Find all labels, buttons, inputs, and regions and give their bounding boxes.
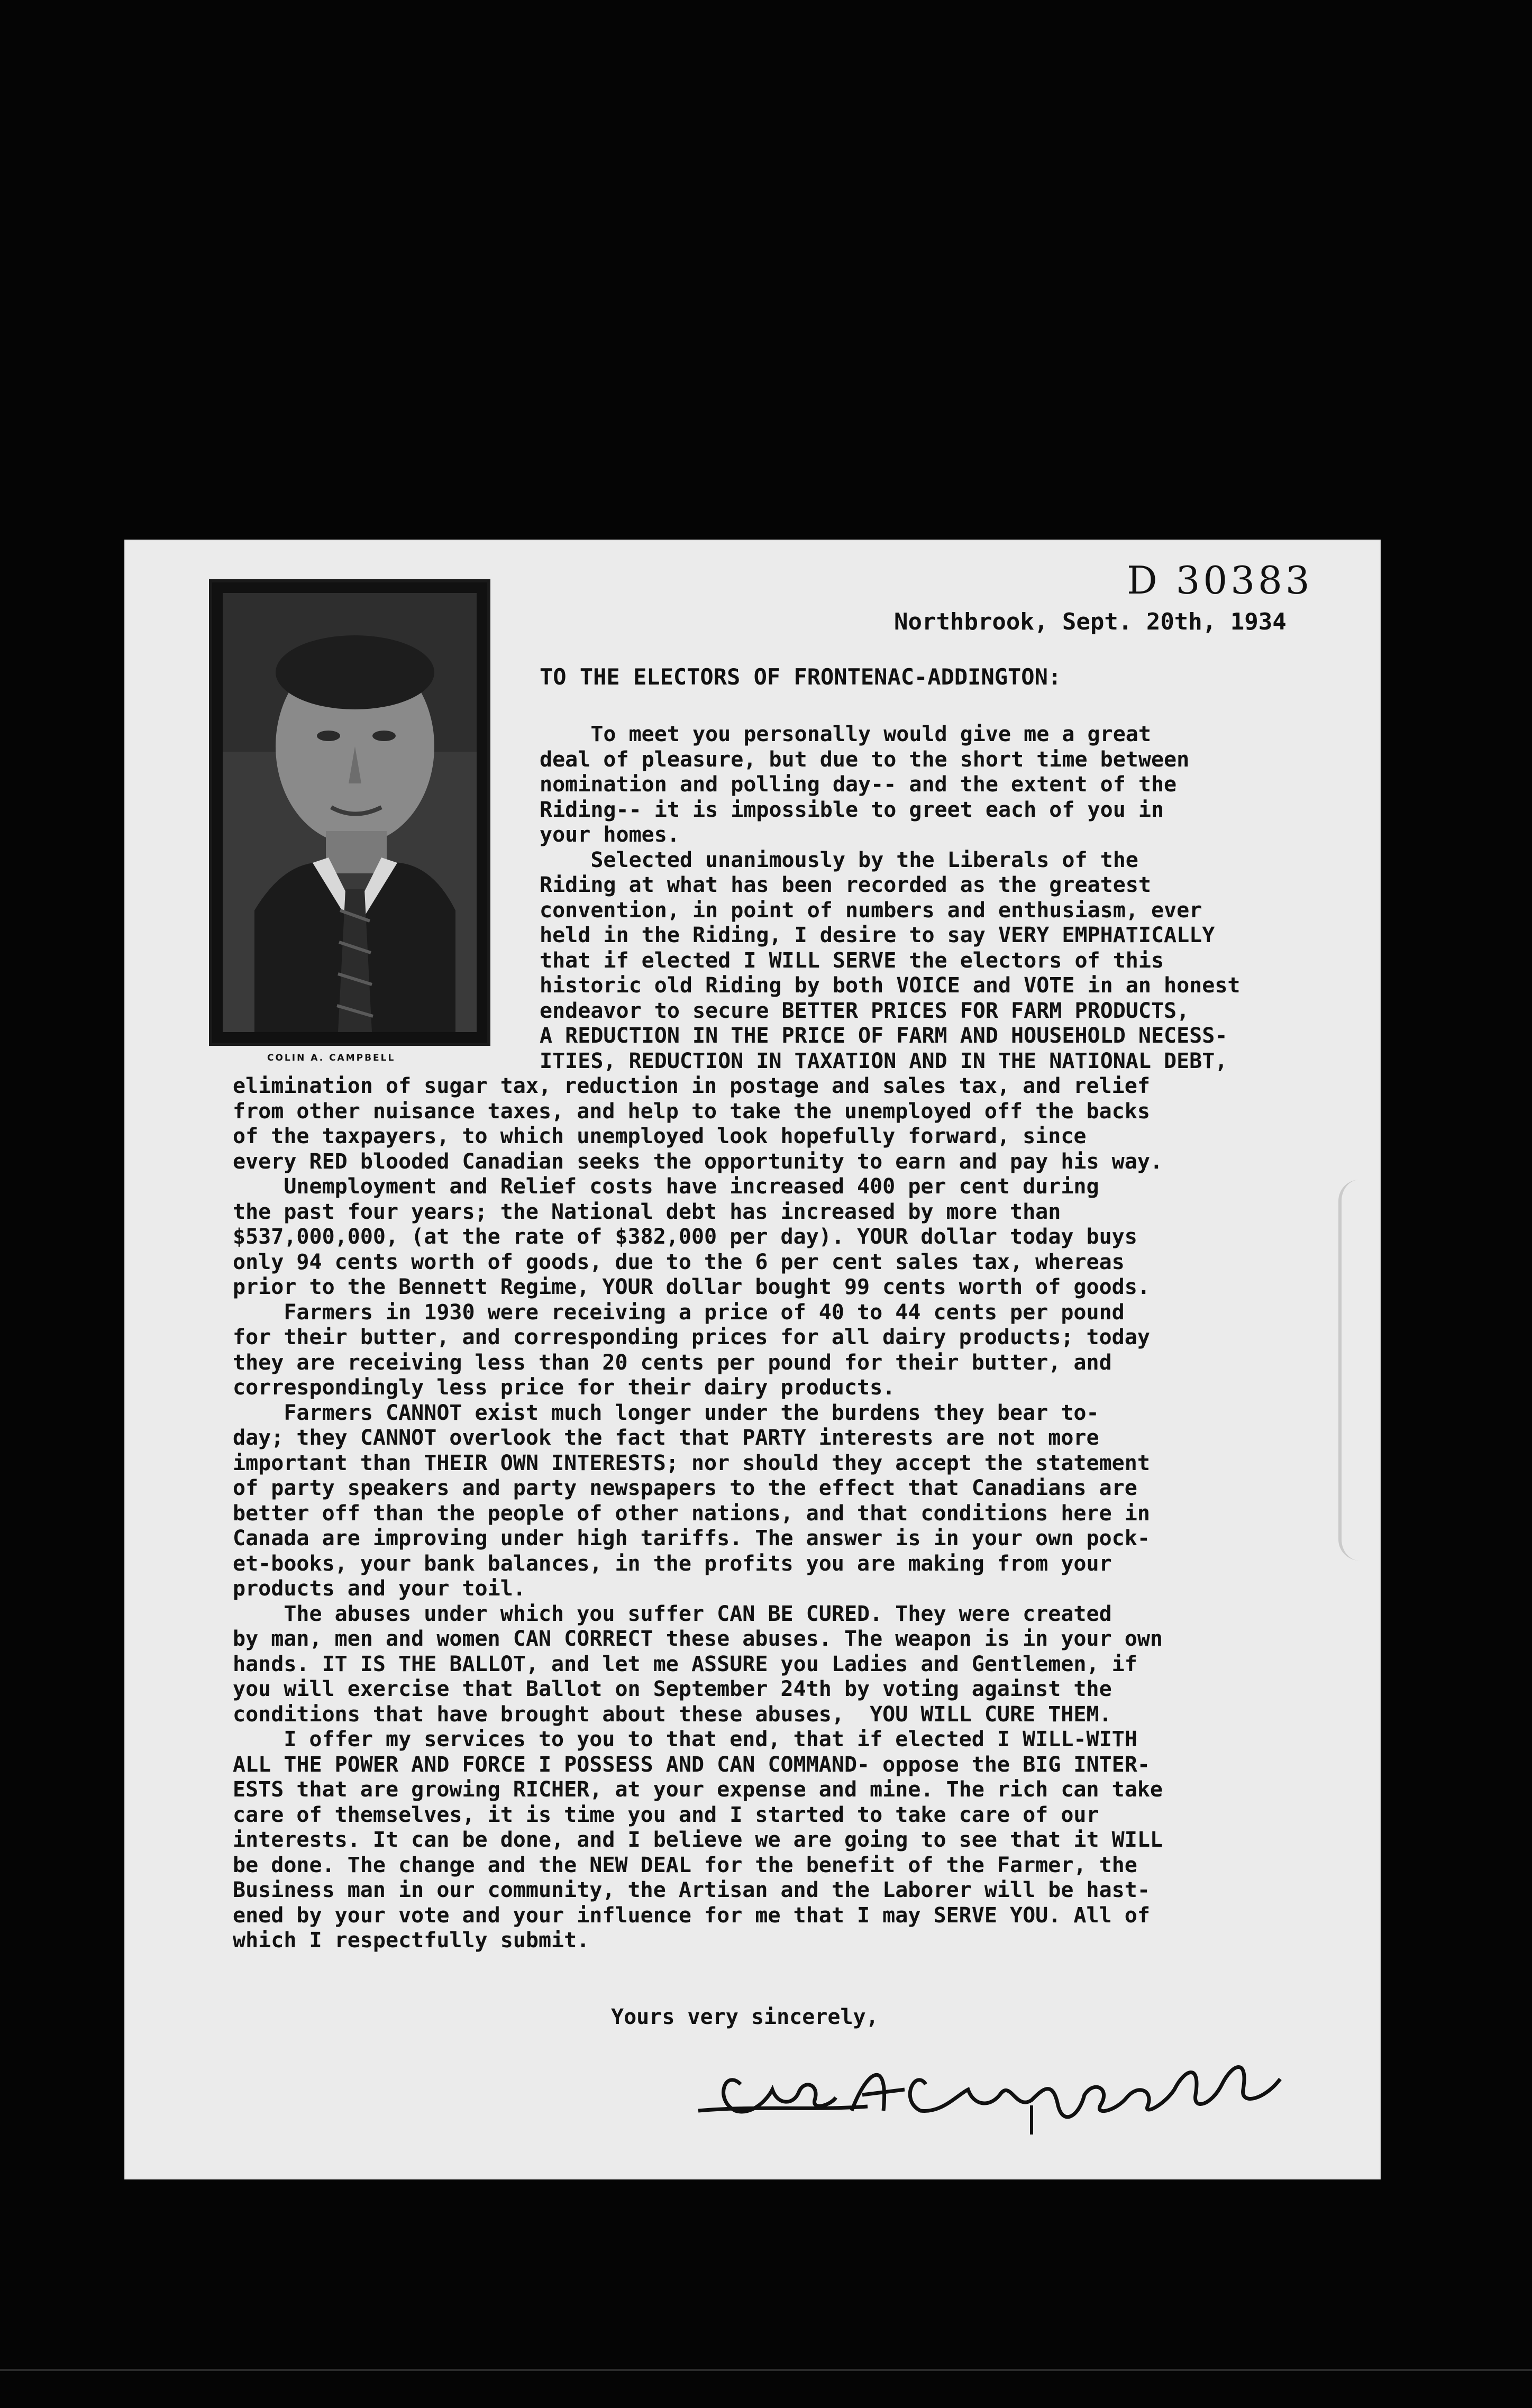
letter-line: Riding at what has been recorded as the greatest [540, 873, 1151, 897]
letter-line: of party speakers and party newspapers to the effect that Canadians are [233, 1476, 1137, 1500]
letter-line: held in the Riding, I desire to say VERY EMPHATICALLY [540, 923, 1215, 947]
letter-line: every RED blooded Canadian seeks the opportunity to earn and pay his way. [233, 1149, 1163, 1174]
letter-line: conditions that have brought about these abuses, YOU WILL CURE THEM. [233, 1702, 1112, 1727]
letter-line: correspondingly less price for their dairy products. [233, 1375, 896, 1400]
scan-edge-line [0, 2369, 1532, 2371]
candidate-photo [209, 579, 490, 1046]
letter-line: ALL THE POWER AND FORCE I POSSESS AND CAN COMMAND- oppose the BIG INTER- [233, 1752, 1150, 1777]
closing-line: Yours very sincerely, [611, 2005, 879, 2029]
letter-line: that if elected I WILL SERVE the electors of this [540, 948, 1164, 973]
letter-line: historic old Riding by both VOICE and VOTE in an honest [540, 973, 1241, 998]
letter-line: endeavor to secure BETTER PRICES FOR FARM PRODUCTS, [540, 998, 1190, 1023]
letter-line: Riding-- it is impossible to greet each of you in [540, 797, 1164, 822]
letter-line: Farmers in 1930 were receiving a price of 40 to 44 cents per pound [233, 1300, 1125, 1325]
letter-line: Farmers CANNOT exist much longer under the burdens they bear to- [233, 1400, 1099, 1425]
letter-line: the past four years; the National debt has increased by more than [233, 1199, 1061, 1224]
place-date: Northbrook, Sept. 20th, 1934 [894, 608, 1287, 635]
letter-line: ened by your vote and your influence for me that I may SERVE YOU. All of [233, 1903, 1150, 1928]
letter-line: for their butter, and corresponding prices for all dairy products; today [233, 1325, 1150, 1349]
letter-line: only 94 cents worth of goods, due to the 6 per cent sales tax, whereas [233, 1249, 1125, 1274]
letter-line: $537,000,000, (at the rate of $382,000 per day). YOUR dollar today buys [233, 1225, 1137, 1249]
letter-line: be done. The change and the NEW DEAL for the benefit of the Farmer, the [233, 1853, 1137, 1877]
portrait-figure [223, 593, 477, 1032]
letter-line: I offer my services to you to that end, that if elected I WILL-WITH [233, 1727, 1137, 1752]
letter-line: you will exercise that Ballot on September 24th by voting against the [233, 1677, 1112, 1701]
letter-line: ITIES, REDUCTION IN TAXATION AND IN THE NATIONAL DEBT, [540, 1048, 1228, 1073]
letter-body-full-width [233, 1074, 1163, 1954]
letter-line: Selected unanimously by the Liberals of the [540, 847, 1138, 872]
handwritten-signature [693, 2047, 1291, 2137]
letter-line: your homes. [540, 823, 680, 847]
letter-body-right-column [540, 722, 1241, 1074]
letter-line: better off than the people of other nations, and that conditions here in [233, 1501, 1150, 1526]
letter-line: products and your toil. [233, 1576, 526, 1601]
letter-line: convention, in point of numbers and enthusiasm, ever [540, 898, 1202, 923]
letter-line: interests. It can be done, and I believe we are going to see that it WILL [233, 1828, 1163, 1852]
letter-line: prior to the Bennett Regime, YOUR dollar bought 99 cents worth of goods. [233, 1275, 1150, 1299]
letter-line: Unemployment and Relief costs have increased 400 per cent during [233, 1174, 1099, 1199]
portrait-image [223, 593, 477, 1032]
letter-line: Canada are improving under high tariffs. The answer is in your own pock- [233, 1526, 1150, 1550]
letter-line: important than THEIR OWN INTERESTS; nor should they accept the statement [233, 1451, 1150, 1475]
letter-line: from other nuisance taxes, and help to take the unemployed off the backs [233, 1099, 1150, 1124]
letter-line: hands. IT IS THE BALLOT, and let me ASSURE you Ladies and Gentlemen, if [233, 1652, 1137, 1676]
letter-line: To meet you personally would give me a great [540, 722, 1151, 746]
letter-line: by man, men and women CAN CORRECT these abuses. The weapon is in your own [233, 1627, 1163, 1651]
paper-curl [1338, 1180, 1373, 1561]
letter-line: Business man in our community, the Artisan and the Laborer will be hast- [233, 1878, 1150, 1902]
letter-line: nomination and polling day-- and the extent of the [540, 772, 1177, 797]
letter-line: which I respectfully submit. [233, 1928, 590, 1953]
letter-line: they are receiving less than 20 cents per pound for their butter, and [233, 1350, 1112, 1375]
letter-line: care of themselves, it is time you and I started to take care of our [233, 1802, 1099, 1827]
letter-line: elimination of sugar tax, reduction in postage and sales tax, and relief [233, 1074, 1150, 1098]
letter-line: day; they CANNOT overlook the fact that PARTY interests are not more [233, 1426, 1099, 1450]
letter-line: of the taxpayers, to which unemployed look hopefully forward, since [233, 1124, 1087, 1148]
letter-line: ESTS that are growing RICHER, at your expense and mine. The rich can take [233, 1777, 1163, 1802]
document-number: D 30383 [1127, 558, 1313, 603]
letter-line: The abuses under which you suffer CAN BE CURED. They were created [233, 1601, 1112, 1626]
salutation: TO THE ELECTORS OF FRONTENAC-ADDINGTON: [540, 664, 1062, 690]
photo-caption: COLIN A. CAMPBELL [267, 1053, 396, 1063]
letter-line: deal of pleasure, but due to the short time between [540, 747, 1190, 772]
letter-line: A REDUCTION IN THE PRICE OF FARM AND HOUSEHOLD NECESS- [540, 1024, 1228, 1048]
letter-line: et-books, your bank balances, in the profits you are making from your [233, 1551, 1112, 1576]
